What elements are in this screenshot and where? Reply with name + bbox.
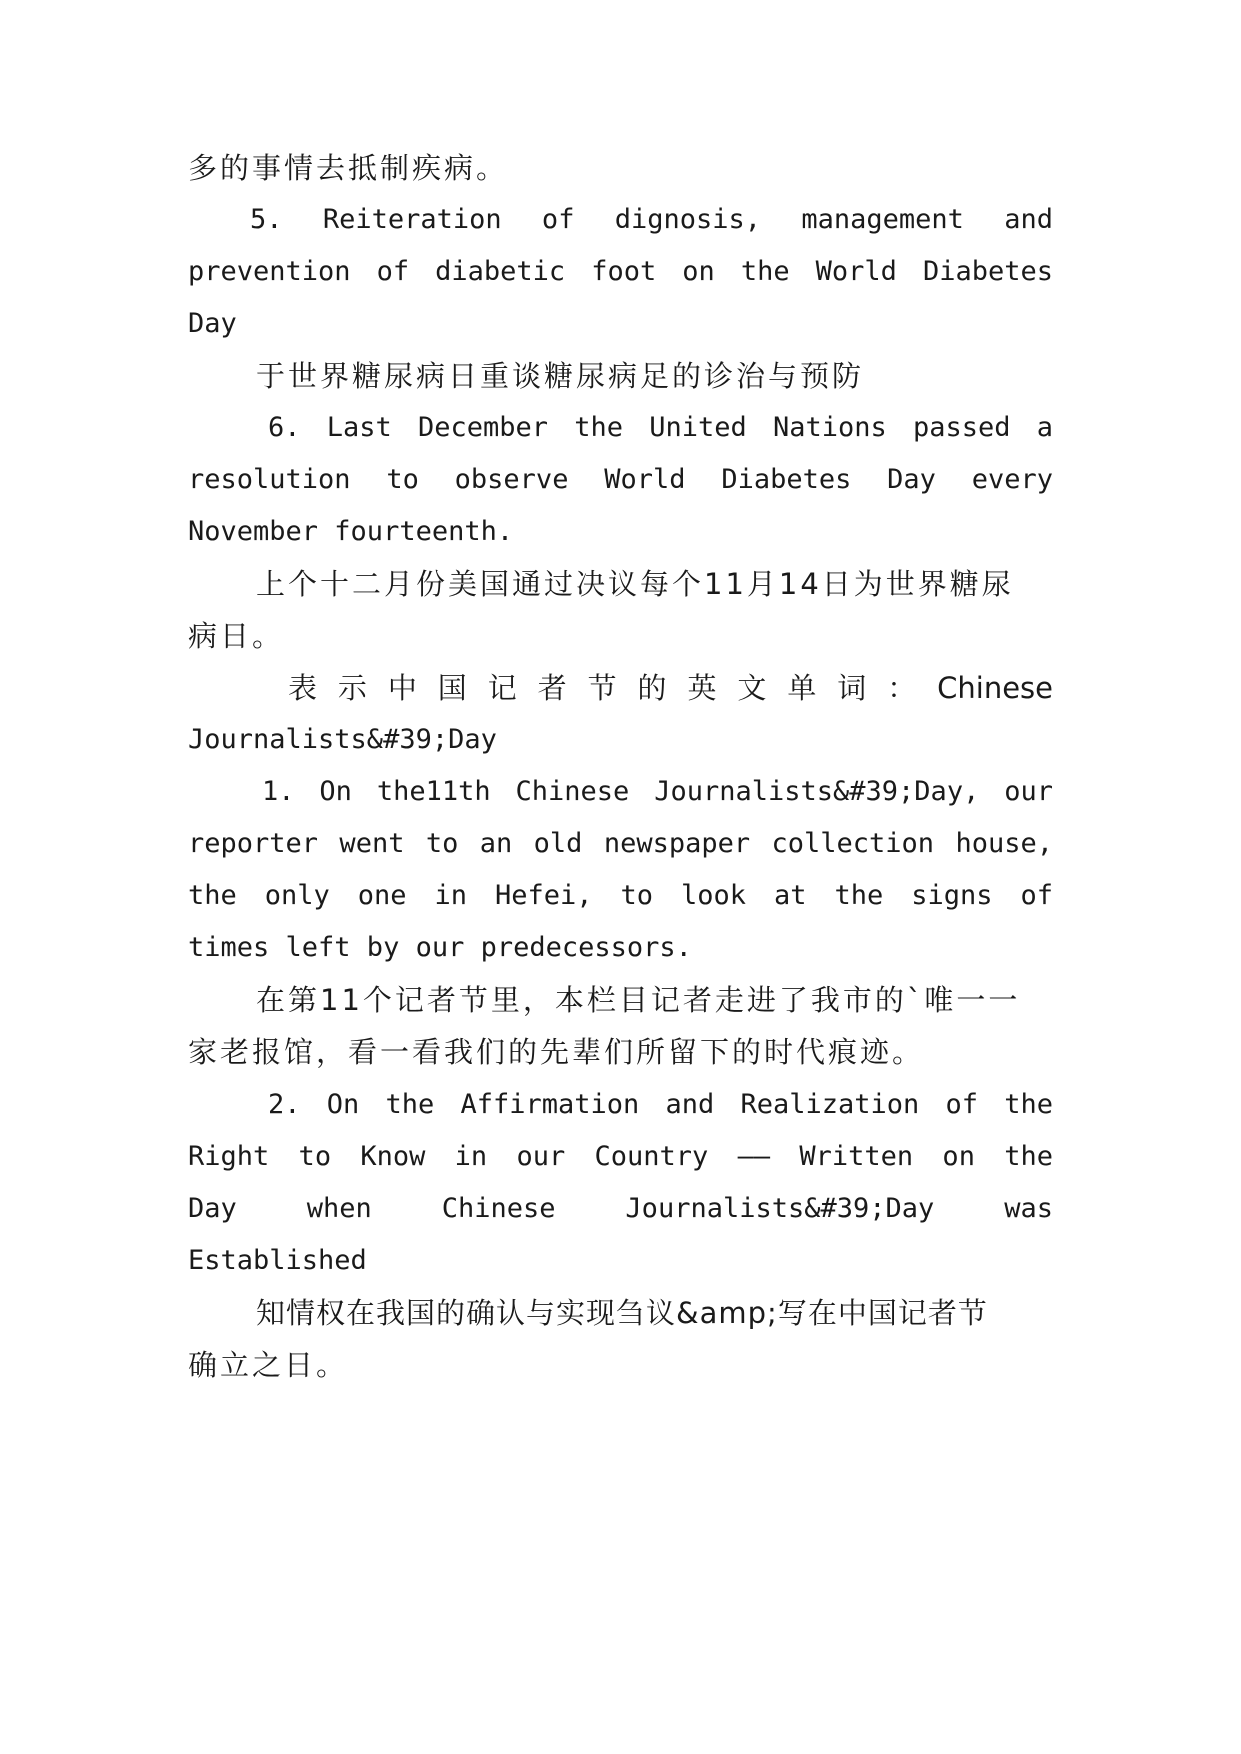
body-text-line: 知情权在我国的确认与实现刍议&amp;写在中国记者节: [256, 1296, 988, 1330]
body-text-line: prevention of diabetic foot on the World Diabetes: [188, 256, 1053, 287]
body-text-line: 2. On the Affirmation and Realization of the: [268, 1089, 1053, 1120]
body-text-line: 表示中国记者节的英文单词：Chinese: [288, 671, 1053, 705]
body-text-line: 于世界糖尿病日重谈糖尿病足的诊治与预防: [256, 359, 865, 393]
body-text-line: 5. Reiteration of dignosis, management and: [250, 204, 1053, 235]
body-text-line: November fourteenth.: [188, 516, 514, 547]
body-text-line: Right to Know in our Country —— Written on the: [188, 1141, 1053, 1172]
body-text-line: resolution to observe World Diabetes Day every: [188, 464, 1053, 495]
body-text-line: 在第11个记者节里，本栏目记者走进了我市的`唯一一: [256, 983, 1021, 1017]
body-text-line: 确立之日。: [188, 1348, 349, 1382]
body-text-line: Established: [188, 1245, 367, 1276]
body-text-line: 上个十二月份美国通过决议每个11月14日为世界糖尿: [256, 567, 1014, 601]
body-text-line: Day: [188, 308, 237, 339]
body-text-line: the only one in Hefei, to look at the signs of: [188, 880, 1053, 911]
body-text-line: times left by our predecessors.: [188, 932, 692, 963]
body-text-line: 1. On the11th Chinese Journalists&#39;Day, our: [262, 776, 1053, 807]
body-text-line: 6. Last December the United Nations passed a: [268, 412, 1053, 443]
body-text-line: 病日。: [188, 619, 285, 653]
body-text-line: 多的事情去抵制疾病。: [188, 151, 509, 185]
body-text-line: Journalists&#39;Day: [188, 724, 497, 755]
body-text-line: Day when Chinese Journalists&#39;Day was: [188, 1193, 1053, 1224]
body-text-line: reporter went to an old newspaper collection house,: [188, 828, 1053, 859]
body-text-line: 家老报馆，看一看我们的先辈们所留下的时代痕迹。: [188, 1035, 925, 1069]
